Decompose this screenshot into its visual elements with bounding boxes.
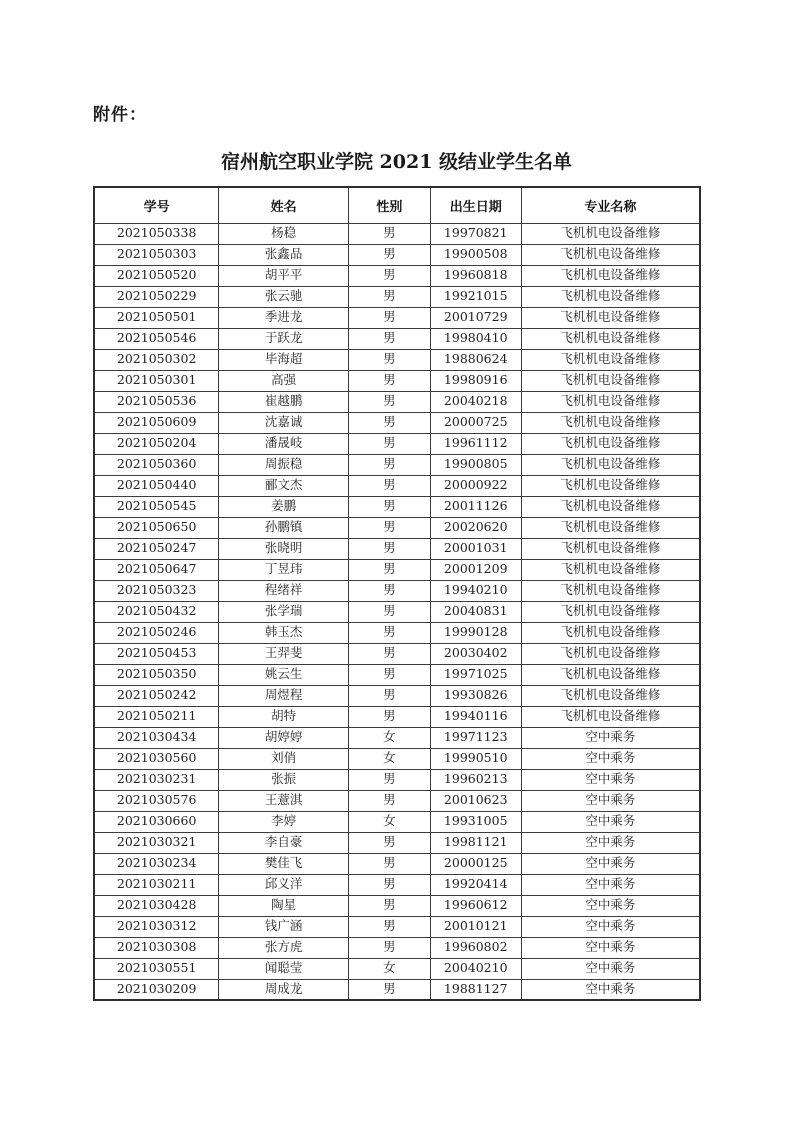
cell-major: 飞机机电设备维修 — [521, 433, 700, 454]
cell-name: 胡平平 — [219, 265, 349, 286]
cell-major: 飞机机电设备维修 — [521, 370, 700, 391]
table-row — [94, 538, 700, 559]
cell-student-id: 2021030234 — [94, 853, 219, 874]
cell-student-id: 2021030660 — [94, 811, 219, 832]
cell-birth-date: 20010121 — [430, 916, 521, 937]
cell-birth-date: 20001209 — [430, 559, 521, 580]
cell-student-id: 2021050338 — [94, 223, 219, 244]
cell-birth-date: 20040831 — [430, 601, 521, 622]
cell-name: 于跃龙 — [219, 328, 349, 349]
cell-gender: 男 — [349, 601, 431, 622]
cell-gender: 男 — [349, 475, 431, 496]
cell-name: 钱广涵 — [219, 916, 349, 937]
cell-name: 李婷 — [219, 811, 349, 832]
cell-gender: 男 — [349, 706, 431, 727]
cell-name: 沈嘉诚 — [219, 412, 349, 433]
cell-student-id: 2021030576 — [94, 790, 219, 811]
cell-birth-date: 19921015 — [430, 286, 521, 307]
cell-birth-date: 19930826 — [430, 685, 521, 706]
cell-gender: 男 — [349, 895, 431, 916]
table-row — [94, 979, 700, 1000]
cell-birth-date: 19940210 — [430, 580, 521, 601]
page-title: 宿州航空职业学院 2021 级结业学生名单 — [220, 151, 573, 173]
cell-birth-date: 20010623 — [430, 790, 521, 811]
cell-birth-date: 20011126 — [430, 496, 521, 517]
cell-gender: 男 — [349, 979, 431, 1000]
cell-birth-date: 20020620 — [430, 517, 521, 538]
cell-gender: 男 — [349, 580, 431, 601]
table-row — [94, 517, 700, 538]
cell-major: 飞机机电设备维修 — [521, 244, 700, 265]
table-row — [94, 265, 700, 286]
cell-birth-date: 20030402 — [430, 643, 521, 664]
cell-birth-date: 19960818 — [430, 265, 521, 286]
cell-student-id: 2021050609 — [94, 412, 219, 433]
cell-birth-date: 20040210 — [430, 958, 521, 979]
cell-name: 胡特 — [219, 706, 349, 727]
cell-student-id: 2021050350 — [94, 664, 219, 685]
table-row — [94, 790, 700, 811]
table-row — [94, 244, 700, 265]
table-row — [94, 223, 700, 244]
cell-birth-date: 19980410 — [430, 328, 521, 349]
cell-birth-date: 19980916 — [430, 370, 521, 391]
cell-student-id: 2021050360 — [94, 454, 219, 475]
cell-name: 潘晟岐 — [219, 433, 349, 454]
cell-birth-date: 19900805 — [430, 454, 521, 475]
cell-name: 周成龙 — [219, 979, 349, 1000]
cell-name: 王薏淇 — [219, 790, 349, 811]
table-row — [94, 433, 700, 454]
table-row — [94, 496, 700, 517]
cell-major: 飞机机电设备维修 — [521, 412, 700, 433]
cell-major: 飞机机电设备维修 — [521, 496, 700, 517]
cell-gender: 男 — [349, 937, 431, 958]
cell-name: 毕海超 — [219, 349, 349, 370]
column-header-birth-date: 出生日期 — [430, 187, 521, 223]
cell-birth-date: 19961112 — [430, 433, 521, 454]
cell-name: 张晓明 — [219, 538, 349, 559]
table-row — [94, 937, 700, 958]
cell-gender: 女 — [349, 748, 431, 769]
table-row — [94, 328, 700, 349]
attachment-label: 附件： — [93, 105, 147, 125]
table-header-row — [94, 187, 700, 223]
cell-major: 空中乘务 — [521, 832, 700, 853]
cell-birth-date: 19970821 — [430, 223, 521, 244]
table-row — [94, 622, 700, 643]
cell-major: 飞机机电设备维修 — [521, 601, 700, 622]
cell-birth-date: 19981121 — [430, 832, 521, 853]
cell-name: 程绪祥 — [219, 580, 349, 601]
cell-name: 孙鹏镇 — [219, 517, 349, 538]
cell-major: 空中乘务 — [521, 769, 700, 790]
student-roster-table — [93, 186, 701, 1001]
cell-major: 空中乘务 — [521, 811, 700, 832]
cell-gender: 男 — [349, 643, 431, 664]
table-row — [94, 307, 700, 328]
cell-gender: 男 — [349, 916, 431, 937]
cell-name: 张学瑞 — [219, 601, 349, 622]
table-body — [94, 223, 700, 1000]
cell-birth-date: 19900508 — [430, 244, 521, 265]
cell-name: 邱义洋 — [219, 874, 349, 895]
table-row — [94, 454, 700, 475]
cell-gender: 男 — [349, 685, 431, 706]
cell-name: 郦文杰 — [219, 475, 349, 496]
cell-name: 李自豪 — [219, 832, 349, 853]
table-row — [94, 664, 700, 685]
cell-major: 飞机机电设备维修 — [521, 454, 700, 475]
table-row — [94, 601, 700, 622]
cell-name: 高强 — [219, 370, 349, 391]
cell-major: 空中乘务 — [521, 916, 700, 937]
cell-gender: 女 — [349, 811, 431, 832]
cell-name: 张振 — [219, 769, 349, 790]
cell-birth-date: 19880624 — [430, 349, 521, 370]
cell-student-id: 2021050520 — [94, 265, 219, 286]
cell-major: 飞机机电设备维修 — [521, 475, 700, 496]
cell-gender: 男 — [349, 664, 431, 685]
cell-student-id: 2021050432 — [94, 601, 219, 622]
cell-birth-date: 20000922 — [430, 475, 521, 496]
cell-student-id: 2021050211 — [94, 706, 219, 727]
cell-student-id: 2021050323 — [94, 580, 219, 601]
cell-major: 空中乘务 — [521, 874, 700, 895]
cell-major: 飞机机电设备维修 — [521, 580, 700, 601]
cell-student-id: 2021050246 — [94, 622, 219, 643]
table-row — [94, 643, 700, 664]
cell-gender: 男 — [349, 370, 431, 391]
cell-name: 刘俏 — [219, 748, 349, 769]
cell-gender: 男 — [349, 244, 431, 265]
cell-gender: 男 — [349, 265, 431, 286]
cell-birth-date: 19971025 — [430, 664, 521, 685]
cell-major: 飞机机电设备维修 — [521, 706, 700, 727]
cell-gender: 男 — [349, 538, 431, 559]
cell-name: 韩玉杰 — [219, 622, 349, 643]
cell-gender: 女 — [349, 727, 431, 748]
cell-gender: 男 — [349, 622, 431, 643]
cell-name: 季进龙 — [219, 307, 349, 328]
cell-student-id: 2021030231 — [94, 769, 219, 790]
cell-student-id: 2021050247 — [94, 538, 219, 559]
cell-birth-date: 20010729 — [430, 307, 521, 328]
cell-name: 张方虎 — [219, 937, 349, 958]
cell-student-id: 2021030321 — [94, 832, 219, 853]
cell-student-id: 2021050453 — [94, 643, 219, 664]
cell-major: 飞机机电设备维修 — [521, 559, 700, 580]
table-row — [94, 916, 700, 937]
cell-name: 周煜程 — [219, 685, 349, 706]
table-row — [94, 412, 700, 433]
table-row — [94, 685, 700, 706]
cell-name: 闻聪莹 — [219, 958, 349, 979]
cell-gender: 男 — [349, 328, 431, 349]
cell-student-id: 2021050229 — [94, 286, 219, 307]
column-header-gender: 性别 — [349, 187, 431, 223]
cell-name: 姜鹏 — [219, 496, 349, 517]
cell-major: 飞机机电设备维修 — [521, 643, 700, 664]
table-row — [94, 391, 700, 412]
table-row — [94, 853, 700, 874]
table-row — [94, 286, 700, 307]
cell-major: 空中乘务 — [521, 853, 700, 874]
cell-major: 飞机机电设备维修 — [521, 286, 700, 307]
cell-birth-date: 20001031 — [430, 538, 521, 559]
column-header-student-id: 学号 — [94, 187, 219, 223]
cell-student-id: 2021050647 — [94, 559, 219, 580]
table-row — [94, 475, 700, 496]
cell-gender: 男 — [349, 874, 431, 895]
cell-student-id: 2021030211 — [94, 874, 219, 895]
cell-major: 飞机机电设备维修 — [521, 307, 700, 328]
cell-name: 陶星 — [219, 895, 349, 916]
cell-birth-date: 19920414 — [430, 874, 521, 895]
cell-student-id: 2021050501 — [94, 307, 219, 328]
table-row — [94, 748, 700, 769]
cell-name: 姚云生 — [219, 664, 349, 685]
cell-student-id: 2021050302 — [94, 349, 219, 370]
cell-student-id: 2021050536 — [94, 391, 219, 412]
cell-birth-date: 20000725 — [430, 412, 521, 433]
cell-gender: 男 — [349, 559, 431, 580]
cell-name: 樊佳飞 — [219, 853, 349, 874]
cell-birth-date: 19960213 — [430, 769, 521, 790]
cell-major: 空中乘务 — [521, 979, 700, 1000]
table-row — [94, 349, 700, 370]
cell-major: 飞机机电设备维修 — [521, 685, 700, 706]
cell-name: 杨稳 — [219, 223, 349, 244]
cell-name: 周振稳 — [219, 454, 349, 475]
cell-major: 飞机机电设备维修 — [521, 328, 700, 349]
cell-student-id: 2021030308 — [94, 937, 219, 958]
cell-birth-date: 19990510 — [430, 748, 521, 769]
cell-gender: 男 — [349, 391, 431, 412]
cell-student-id: 2021050303 — [94, 244, 219, 265]
table-row — [94, 832, 700, 853]
cell-major: 空中乘务 — [521, 895, 700, 916]
cell-major: 飞机机电设备维修 — [521, 622, 700, 643]
table-row — [94, 370, 700, 391]
column-header-major: 专业名称 — [521, 187, 700, 223]
table-row — [94, 958, 700, 979]
cell-gender: 男 — [349, 769, 431, 790]
cell-gender: 女 — [349, 958, 431, 979]
cell-gender: 男 — [349, 517, 431, 538]
cell-gender: 男 — [349, 454, 431, 475]
table-row — [94, 895, 700, 916]
table-row — [94, 706, 700, 727]
cell-major: 飞机机电设备维修 — [521, 349, 700, 370]
table-row — [94, 727, 700, 748]
cell-student-id: 2021030312 — [94, 916, 219, 937]
cell-student-id: 2021030209 — [94, 979, 219, 1000]
cell-birth-date: 19960802 — [430, 937, 521, 958]
cell-student-id: 2021050546 — [94, 328, 219, 349]
cell-major: 空中乘务 — [521, 958, 700, 979]
cell-student-id: 2021030551 — [94, 958, 219, 979]
cell-name: 张云驰 — [219, 286, 349, 307]
cell-gender: 男 — [349, 223, 431, 244]
cell-major: 飞机机电设备维修 — [521, 517, 700, 538]
cell-birth-date: 19940116 — [430, 706, 521, 727]
table-row — [94, 559, 700, 580]
cell-birth-date: 20040218 — [430, 391, 521, 412]
cell-birth-date: 19971123 — [430, 727, 521, 748]
cell-major: 空中乘务 — [521, 748, 700, 769]
cell-name: 丁昱玮 — [219, 559, 349, 580]
cell-name: 崔越鹏 — [219, 391, 349, 412]
cell-major: 飞机机电设备维修 — [521, 664, 700, 685]
cell-student-id: 2021030560 — [94, 748, 219, 769]
column-header-name: 姓名 — [219, 187, 349, 223]
cell-gender: 男 — [349, 412, 431, 433]
cell-name: 王羿斐 — [219, 643, 349, 664]
cell-major: 飞机机电设备维修 — [521, 223, 700, 244]
cell-student-id: 2021030428 — [94, 895, 219, 916]
cell-birth-date: 19931005 — [430, 811, 521, 832]
cell-major: 空中乘务 — [521, 727, 700, 748]
cell-name: 张鑫品 — [219, 244, 349, 265]
table-row — [94, 580, 700, 601]
cell-gender: 男 — [349, 853, 431, 874]
cell-student-id: 2021050301 — [94, 370, 219, 391]
cell-major: 飞机机电设备维修 — [521, 391, 700, 412]
cell-student-id: 2021030434 — [94, 727, 219, 748]
cell-student-id: 2021050650 — [94, 517, 219, 538]
cell-gender: 男 — [349, 349, 431, 370]
cell-gender: 男 — [349, 307, 431, 328]
cell-student-id: 2021050204 — [94, 433, 219, 454]
table-row — [94, 769, 700, 790]
table-row — [94, 811, 700, 832]
cell-student-id: 2021050440 — [94, 475, 219, 496]
cell-major: 空中乘务 — [521, 790, 700, 811]
cell-student-id: 2021050545 — [94, 496, 219, 517]
cell-major: 飞机机电设备维修 — [521, 265, 700, 286]
table-row — [94, 874, 700, 895]
cell-gender: 男 — [349, 286, 431, 307]
cell-gender: 男 — [349, 832, 431, 853]
cell-gender: 男 — [349, 433, 431, 454]
cell-gender: 男 — [349, 790, 431, 811]
cell-major: 空中乘务 — [521, 937, 700, 958]
cell-birth-date: 19960612 — [430, 895, 521, 916]
cell-gender: 男 — [349, 496, 431, 517]
cell-student-id: 2021050242 — [94, 685, 219, 706]
cell-birth-date: 20000125 — [430, 853, 521, 874]
cell-name: 胡婷婷 — [219, 727, 349, 748]
cell-birth-date: 19881127 — [430, 979, 521, 1000]
cell-birth-date: 19990128 — [430, 622, 521, 643]
cell-major: 飞机机电设备维修 — [521, 538, 700, 559]
